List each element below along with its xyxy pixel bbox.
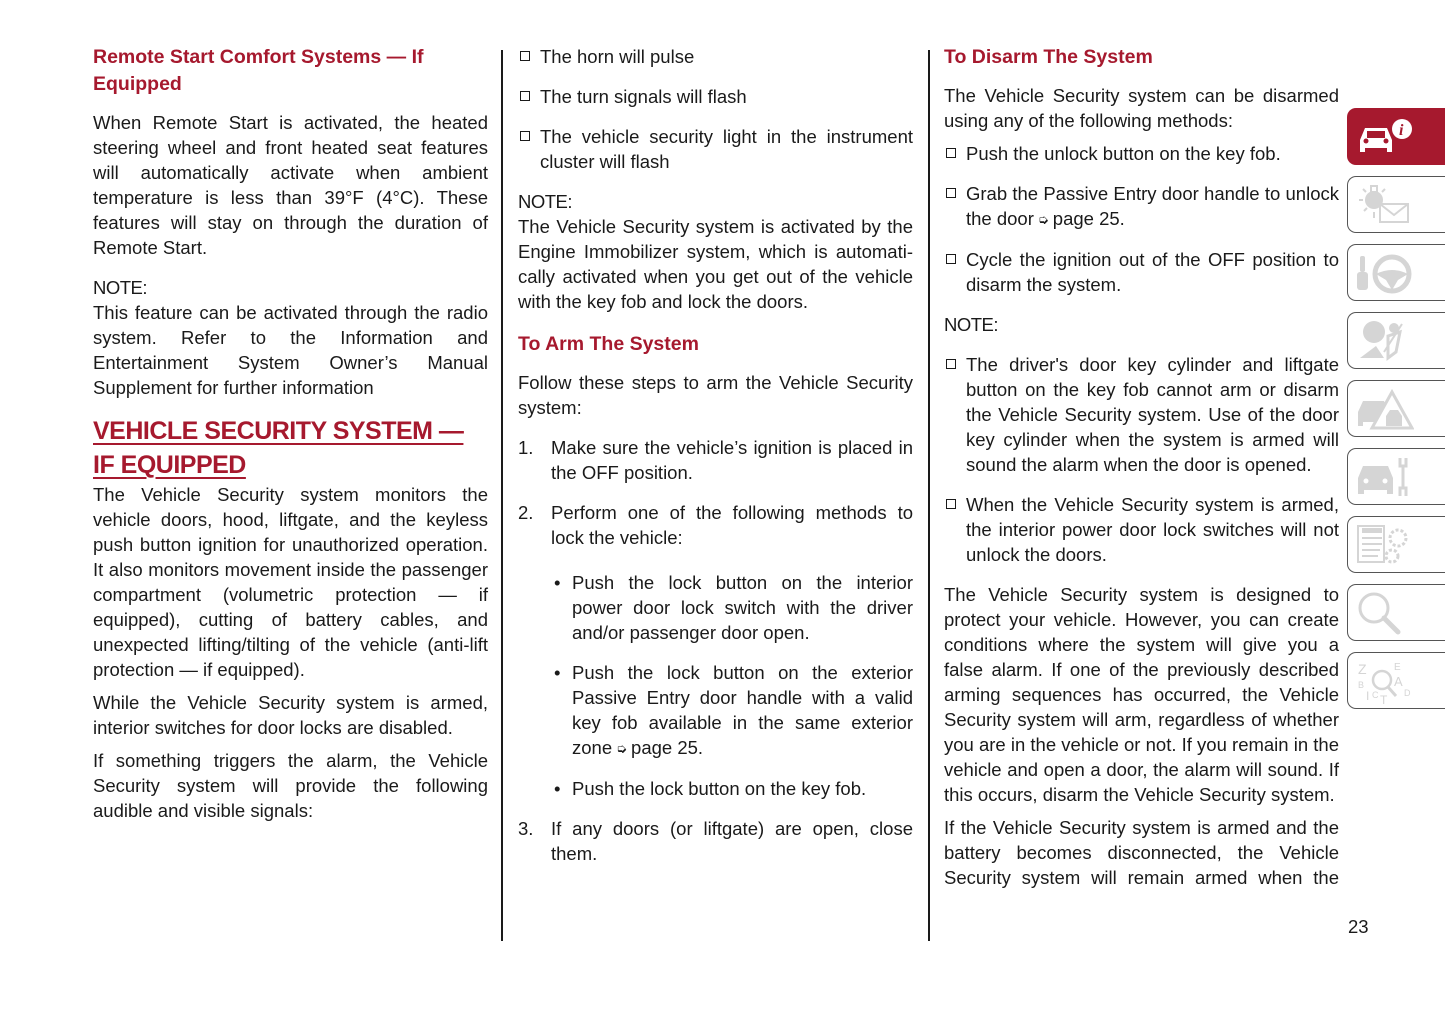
checkbox-bullet-icon bbox=[520, 131, 530, 141]
disarm-method-item: Grab the Passive Entry door handle to unlock the door ➭ page 25. bbox=[944, 181, 1339, 232]
note-label: NOTE: bbox=[944, 314, 999, 335]
bullet-icon: • bbox=[554, 662, 561, 683]
svg-text:A: A bbox=[1394, 674, 1403, 689]
page-reference-link[interactable]: page 25. bbox=[631, 737, 704, 758]
car-hazard-emergency-icon bbox=[1354, 386, 1414, 432]
airbag-safety-icon bbox=[1354, 318, 1414, 364]
checkbox-bullet-icon bbox=[946, 499, 956, 509]
index-az-icon bbox=[1354, 658, 1414, 704]
note-item: The driver's door key cylinder and liftgate button on the key fob cannot arm or disarm the Vehicle Security system. Use of the door key cylinder when the system is armed will sound the alarm when the door is opened. bbox=[944, 352, 1339, 477]
checkbox-bullet-icon bbox=[946, 148, 956, 158]
page-reference-arrow-icon: ➭ bbox=[1037, 212, 1049, 227]
tab-search[interactable] bbox=[1347, 584, 1445, 641]
checkbox-bullet-icon bbox=[946, 359, 956, 369]
checkbox-bullet-icon bbox=[520, 51, 530, 61]
key-steering-wheel-icon bbox=[1354, 250, 1414, 296]
tab-getting-to-know-vehicle[interactable] bbox=[1347, 108, 1445, 165]
security-paragraph-2: While the Vehicle Security system is armed, interior switches for door locks are disabled. bbox=[93, 692, 488, 738]
warning-lights-messages-icon bbox=[1354, 182, 1414, 228]
security-paragraph-3: If something triggers the alarm, the Vehicle Security system will provide the following audible and visible signals: bbox=[93, 750, 488, 821]
disarm-method-item: Cycle the ignition out of the OFF position to disarm the system. bbox=[944, 247, 1339, 297]
disarm-heading: To Disarm The System bbox=[944, 46, 1153, 68]
false-alarm-paragraph: The Vehicle Security system is designed to protect your vehicle. However, you can create conditions where the system will give you a false alarm. If one of the previously described arming sequences has occurred, the Vehicle Security system will arm, regardless of whether you are in the vehicle or not. If you remain in the vehicle and open a door, the alarm will sound. If this occurs, disarm the Vehicle Security system. bbox=[944, 584, 1339, 805]
tab-starting-operating[interactable] bbox=[1347, 244, 1445, 301]
tab-safety[interactable] bbox=[1347, 312, 1445, 369]
column-3 bbox=[944, 44, 1339, 890]
note-body: This feature can be activated through the radio system. Refer to the Information and Entertainment System Owner’s Manual Supplement for further information bbox=[93, 302, 488, 398]
remote-start-heading: Remote Start Comfort Systems — If Equipped bbox=[93, 46, 424, 95]
signal-item: The vehicle security light in the instrument cluster will flash bbox=[518, 124, 913, 174]
battery-paragraph: If the Vehicle Security system is armed and the battery becomes disconnected, the Vehicle Security system will remain armed when the bbox=[944, 817, 1339, 888]
svg-text:E: E bbox=[1394, 662, 1401, 673]
search-magnifier-icon bbox=[1354, 590, 1414, 636]
page-number: 23 bbox=[1348, 916, 1369, 937]
step-item: 2. Perform one of the following methods to lock the vehicle: bbox=[518, 502, 913, 548]
specifications-gears-icon bbox=[1354, 522, 1414, 568]
car-service-wrench-icon bbox=[1354, 454, 1414, 500]
svg-text:Z: Z bbox=[1358, 661, 1367, 677]
svg-text:i: i bbox=[1399, 122, 1404, 139]
arm-heading: To Arm The System bbox=[518, 333, 699, 355]
svg-text:I: I bbox=[1366, 689, 1370, 703]
page-reference-arrow-icon: ➭ bbox=[616, 741, 628, 756]
security-paragraph-1: The Vehicle Security system monitors the vehicle doors, hood, liftgate, and the keyless push button ignition for unauthorized operation. It also monitors movement inside the passenger compartment (volumetric protection — if equipped), cutting of battery cables, and unexpected lifting/tilting of the vehicle (anti-lift protection — if equipped). bbox=[93, 484, 488, 680]
method-item: • Push the lock button on the key fob. bbox=[554, 778, 867, 799]
step-item: 3. If any doors (or liftgate) are open, close them. bbox=[518, 818, 913, 864]
remote-start-body: When Remote Start is activated, the heated steering wheel and front heated seat features will automatically activate when ambient temperature is less than 39°F (4°C). These features will stay on through the duration of Remote Start. bbox=[93, 112, 488, 258]
tab-index[interactable] bbox=[1347, 652, 1445, 709]
step-item: 1. Make sure the vehicle’s ignition is placed in the OFF position. bbox=[518, 437, 913, 483]
note-item: When the Vehicle Security system is armed, the interior power door lock switches will not unlock the doors. bbox=[944, 492, 1339, 567]
column-2 bbox=[518, 44, 913, 866]
car-info-icon bbox=[1354, 114, 1414, 160]
note-label: NOTE: bbox=[93, 277, 148, 298]
method-item: • Push the lock button on the interior power door lock switch with the driver and/or passenger door open. bbox=[554, 572, 913, 643]
note-body: The Vehicle Security system is activated by the Engine Immobilizer system, which is automatically activated when you get out of the vehicle with the key fob and lock the doors. bbox=[518, 216, 913, 312]
signal-item: The turn signals will flash bbox=[518, 84, 913, 109]
tab-servicing-maintenance[interactable] bbox=[1347, 448, 1445, 505]
section-heading-vehicle-security: VEHICLE SECURITY SYSTEM — IF EQUIPPED bbox=[93, 417, 464, 479]
tab-instrument-panel[interactable] bbox=[1347, 176, 1445, 233]
disarm-method-item: Push the unlock button on the key fob. bbox=[944, 141, 1339, 166]
tab-in-case-of-emergency[interactable] bbox=[1347, 380, 1445, 437]
disarm-intro: The Vehicle Security system can be disarmed using any of the following methods: bbox=[944, 85, 1339, 131]
tab-technical-specifications[interactable] bbox=[1347, 516, 1445, 573]
method-item: • Push the lock button on the exterior Passive Entry door handle with a valid key fob available in the same exterior zone ➭ page 25. bbox=[518, 660, 913, 761]
column-divider-left bbox=[501, 50, 503, 941]
column-1 bbox=[93, 44, 488, 823]
note-label: NOTE: bbox=[518, 191, 573, 212]
column-divider-right bbox=[928, 50, 930, 941]
bullet-icon: • bbox=[554, 572, 561, 593]
bullet-icon: • bbox=[554, 778, 561, 799]
checkbox-bullet-icon bbox=[946, 254, 956, 264]
arm-intro: Follow these steps to arm the Vehicle Security system: bbox=[518, 372, 913, 418]
svg-text:T: T bbox=[1380, 693, 1388, 704]
signal-item: The horn will pulse bbox=[518, 44, 913, 69]
page-reference-link[interactable]: page 25. bbox=[1052, 208, 1125, 229]
svg-text:B: B bbox=[1358, 680, 1365, 690]
checkbox-bullet-icon bbox=[946, 188, 956, 198]
svg-text:C: C bbox=[1372, 690, 1379, 700]
svg-text:D: D bbox=[1404, 688, 1411, 698]
checkbox-bullet-icon bbox=[520, 91, 530, 101]
